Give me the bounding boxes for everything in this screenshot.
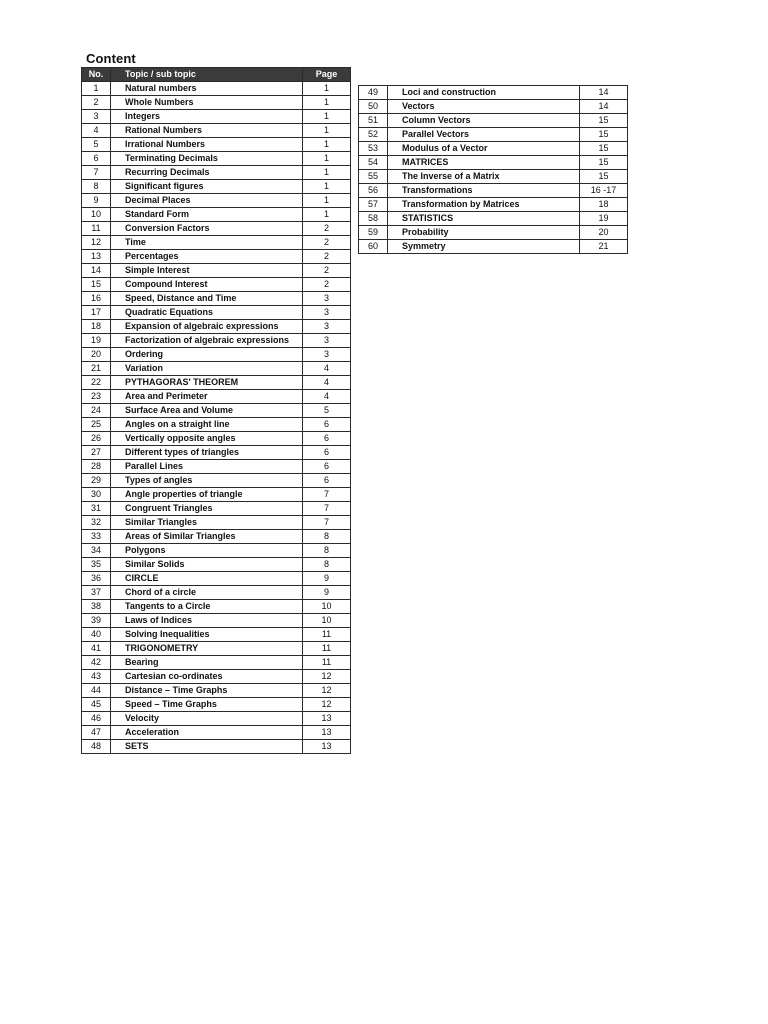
row-topic: Probability [388, 226, 580, 240]
row-number: 55 [359, 170, 388, 184]
table-row [82, 642, 351, 656]
page-title: Content [86, 51, 136, 66]
table-row [82, 670, 351, 684]
row-number: 34 [82, 544, 111, 558]
row-topic: MATRICES [388, 156, 580, 170]
header-topic: Topic / sub topic [111, 68, 303, 82]
row-topic: Expansion of algebraic expressions [111, 320, 303, 334]
row-page: 10 [303, 600, 351, 614]
row-number: 25 [82, 418, 111, 432]
table-row [82, 614, 351, 628]
row-number: 21 [82, 362, 111, 376]
row-topic: The Inverse of a Matrix [388, 170, 580, 184]
row-page: 15 [580, 142, 628, 156]
row-topic: Standard Form [111, 208, 303, 222]
table-row [82, 502, 351, 516]
row-number: 17 [82, 306, 111, 320]
table-row [359, 226, 628, 240]
table-row [82, 292, 351, 306]
row-page: 10 [303, 614, 351, 628]
row-topic: Speed, Distance and Time [111, 292, 303, 306]
row-number: 12 [82, 236, 111, 250]
row-number: 22 [82, 376, 111, 390]
row-topic: Column Vectors [388, 114, 580, 128]
row-topic: Area and Perimeter [111, 390, 303, 404]
table-row [359, 198, 628, 212]
row-topic: Solving Inequalities [111, 628, 303, 642]
table-row [82, 180, 351, 194]
row-topic: Different types of triangles [111, 446, 303, 460]
table-row [82, 432, 351, 446]
table-row [82, 376, 351, 390]
row-page: 3 [303, 306, 351, 320]
row-topic: Vectors [388, 100, 580, 114]
table-row [359, 142, 628, 156]
table-row [359, 212, 628, 226]
row-number: 42 [82, 656, 111, 670]
row-page: 11 [303, 628, 351, 642]
row-number: 51 [359, 114, 388, 128]
row-number: 49 [359, 86, 388, 100]
row-page: 1 [303, 194, 351, 208]
row-topic: Conversion Factors [111, 222, 303, 236]
row-page: 9 [303, 572, 351, 586]
row-page: 12 [303, 698, 351, 712]
row-page: 1 [303, 110, 351, 124]
row-page: 4 [303, 390, 351, 404]
row-number: 41 [82, 642, 111, 656]
row-number: 37 [82, 586, 111, 600]
table-row [82, 152, 351, 166]
row-page: 14 [580, 86, 628, 100]
header-no: No. [82, 68, 111, 82]
row-number: 2 [82, 96, 111, 110]
row-topic: Time [111, 236, 303, 250]
row-topic: Chord of a circle [111, 586, 303, 600]
row-number: 8 [82, 180, 111, 194]
row-number: 43 [82, 670, 111, 684]
table-row [82, 726, 351, 740]
row-topic: Speed – Time Graphs [111, 698, 303, 712]
row-page: 7 [303, 488, 351, 502]
row-number: 46 [82, 712, 111, 726]
row-number: 9 [82, 194, 111, 208]
row-number: 53 [359, 142, 388, 156]
row-topic: TRIGONOMETRY [111, 642, 303, 656]
table-row [82, 334, 351, 348]
table-row [82, 586, 351, 600]
table-row [82, 236, 351, 250]
row-page: 15 [580, 170, 628, 184]
row-number: 24 [82, 404, 111, 418]
row-page: 3 [303, 334, 351, 348]
row-topic: Laws of Indices [111, 614, 303, 628]
row-number: 30 [82, 488, 111, 502]
row-number: 40 [82, 628, 111, 642]
row-topic: Natural numbers [111, 82, 303, 96]
row-topic: Modulus of a Vector [388, 142, 580, 156]
table-row [82, 390, 351, 404]
row-page: 1 [303, 124, 351, 138]
table-row [82, 418, 351, 432]
row-page: 20 [580, 226, 628, 240]
row-number: 47 [82, 726, 111, 740]
header-page: Page [303, 68, 351, 82]
table-row [82, 516, 351, 530]
row-number: 29 [82, 474, 111, 488]
table-row [82, 474, 351, 488]
row-page: 5 [303, 404, 351, 418]
row-page: 1 [303, 180, 351, 194]
row-topic: Recurring Decimals [111, 166, 303, 180]
row-topic: Transformation by Matrices [388, 198, 580, 212]
row-topic: Ordering [111, 348, 303, 362]
row-topic: Tangents to a Circle [111, 600, 303, 614]
row-topic: Cartesian co-ordinates [111, 670, 303, 684]
table-row [359, 128, 628, 142]
row-page: 21 [580, 240, 628, 254]
table-row [82, 348, 351, 362]
row-topic: Distance – Time Graphs [111, 684, 303, 698]
row-number: 14 [82, 264, 111, 278]
row-topic: Simple Interest [111, 264, 303, 278]
row-page: 9 [303, 586, 351, 600]
row-page: 13 [303, 740, 351, 754]
row-page: 8 [303, 530, 351, 544]
row-page: 3 [303, 348, 351, 362]
table-row [82, 124, 351, 138]
row-page: 14 [580, 100, 628, 114]
row-topic: STATISTICS [388, 212, 580, 226]
row-topic: Significant figures [111, 180, 303, 194]
table-header-row [82, 68, 351, 82]
table-row [82, 488, 351, 502]
row-number: 16 [82, 292, 111, 306]
table-row [82, 404, 351, 418]
table-row [82, 712, 351, 726]
row-number: 57 [359, 198, 388, 212]
table-row [359, 240, 628, 254]
row-page: 18 [580, 198, 628, 212]
row-number: 7 [82, 166, 111, 180]
row-page: 12 [303, 670, 351, 684]
row-topic: Velocity [111, 712, 303, 726]
row-number: 31 [82, 502, 111, 516]
row-number: 44 [82, 684, 111, 698]
row-number: 11 [82, 222, 111, 236]
row-topic: Areas of Similar Triangles [111, 530, 303, 544]
row-number: 33 [82, 530, 111, 544]
table-row [82, 698, 351, 712]
table-row [82, 278, 351, 292]
row-number: 38 [82, 600, 111, 614]
row-page: 3 [303, 292, 351, 306]
table-row [82, 306, 351, 320]
row-number: 10 [82, 208, 111, 222]
row-topic: Parallel Lines [111, 460, 303, 474]
row-page: 6 [303, 418, 351, 432]
row-page: 13 [303, 712, 351, 726]
table-row [82, 222, 351, 236]
row-page: 8 [303, 558, 351, 572]
row-topic: Surface Area and Volume [111, 404, 303, 418]
row-number: 28 [82, 460, 111, 474]
row-page: 7 [303, 516, 351, 530]
row-topic: Whole Numbers [111, 96, 303, 110]
row-topic: Types of angles [111, 474, 303, 488]
row-topic: Quadratic Equations [111, 306, 303, 320]
table-row [82, 264, 351, 278]
table-row [359, 114, 628, 128]
row-topic: Similar Triangles [111, 516, 303, 530]
row-page: 4 [303, 376, 351, 390]
row-page: 1 [303, 208, 351, 222]
table-row [82, 656, 351, 670]
row-topic: Bearing [111, 656, 303, 670]
row-number: 45 [82, 698, 111, 712]
row-topic: PYTHAGORAS' THEOREM [111, 376, 303, 390]
row-page: 15 [580, 114, 628, 128]
row-topic: Rational Numbers [111, 124, 303, 138]
row-number: 60 [359, 240, 388, 254]
row-topic: Congruent Triangles [111, 502, 303, 516]
row-page: 19 [580, 212, 628, 226]
row-page: 1 [303, 138, 351, 152]
table-row [82, 138, 351, 152]
row-number: 36 [82, 572, 111, 586]
row-topic: Polygons [111, 544, 303, 558]
row-number: 19 [82, 334, 111, 348]
table-row [82, 320, 351, 334]
row-number: 27 [82, 446, 111, 460]
row-page: 4 [303, 362, 351, 376]
row-topic: Integers [111, 110, 303, 124]
row-number: 52 [359, 128, 388, 142]
row-topic: Factorization of algebraic expressions [111, 334, 303, 348]
row-number: 1 [82, 82, 111, 96]
row-number: 39 [82, 614, 111, 628]
table-row [82, 530, 351, 544]
row-number: 56 [359, 184, 388, 198]
row-topic: Percentages [111, 250, 303, 264]
row-page: 1 [303, 82, 351, 96]
table-row [82, 600, 351, 614]
table-row [82, 208, 351, 222]
row-page: 12 [303, 684, 351, 698]
table-row [82, 362, 351, 376]
row-topic: Angles on a straight line [111, 418, 303, 432]
table-row [82, 628, 351, 642]
row-number: 15 [82, 278, 111, 292]
row-topic: Parallel Vectors [388, 128, 580, 142]
row-number: 6 [82, 152, 111, 166]
table-row [82, 446, 351, 460]
row-page: 8 [303, 544, 351, 558]
row-topic: Irrational Numbers [111, 138, 303, 152]
table-row [82, 82, 351, 96]
row-topic: Vertically opposite angles [111, 432, 303, 446]
contents-table-right [358, 85, 628, 254]
row-number: 26 [82, 432, 111, 446]
row-page: 15 [580, 156, 628, 170]
row-number: 4 [82, 124, 111, 138]
row-number: 50 [359, 100, 388, 114]
table-row [82, 684, 351, 698]
row-page: 15 [580, 128, 628, 142]
contents-table-left [81, 67, 351, 754]
row-number: 58 [359, 212, 388, 226]
row-topic: Terminating Decimals [111, 152, 303, 166]
row-topic: Variation [111, 362, 303, 376]
row-page: 6 [303, 446, 351, 460]
table-row [82, 572, 351, 586]
row-topic: Loci and construction [388, 86, 580, 100]
row-page: 6 [303, 432, 351, 446]
row-page: 2 [303, 222, 351, 236]
row-page: 1 [303, 166, 351, 180]
row-topic: Acceleration [111, 726, 303, 740]
row-number: 59 [359, 226, 388, 240]
row-page: 2 [303, 278, 351, 292]
row-number: 32 [82, 516, 111, 530]
table-row [82, 544, 351, 558]
row-page: 6 [303, 460, 351, 474]
row-topic: Compound Interest [111, 278, 303, 292]
row-number: 48 [82, 740, 111, 754]
row-number: 20 [82, 348, 111, 362]
row-number: 13 [82, 250, 111, 264]
row-topic: Angle properties of triangle [111, 488, 303, 502]
row-page: 3 [303, 320, 351, 334]
table-row [359, 156, 628, 170]
row-page: 2 [303, 250, 351, 264]
table-row [359, 86, 628, 100]
table-row [82, 250, 351, 264]
row-number: 18 [82, 320, 111, 334]
row-number: 3 [82, 110, 111, 124]
row-topic: Decimal Places [111, 194, 303, 208]
table-row [82, 166, 351, 180]
row-page: 11 [303, 642, 351, 656]
row-topic: SETS [111, 740, 303, 754]
row-page: 11 [303, 656, 351, 670]
table-row [359, 184, 628, 198]
row-topic: CIRCLE [111, 572, 303, 586]
row-page: 7 [303, 502, 351, 516]
row-topic: Similar Solids [111, 558, 303, 572]
row-page: 1 [303, 152, 351, 166]
table-row [82, 194, 351, 208]
table-row [82, 558, 351, 572]
row-page: 2 [303, 236, 351, 250]
table-row [82, 110, 351, 124]
row-number: 54 [359, 156, 388, 170]
row-topic: Transformations [388, 184, 580, 198]
table-row [82, 740, 351, 754]
row-page: 6 [303, 474, 351, 488]
row-page: 13 [303, 726, 351, 740]
table-row [359, 170, 628, 184]
row-topic: Symmetry [388, 240, 580, 254]
table-row [359, 100, 628, 114]
row-page: 2 [303, 264, 351, 278]
row-page: 16 -17 [580, 184, 628, 198]
table-row [82, 460, 351, 474]
row-number: 5 [82, 138, 111, 152]
row-number: 35 [82, 558, 111, 572]
row-page: 1 [303, 96, 351, 110]
table-row [82, 96, 351, 110]
row-number: 23 [82, 390, 111, 404]
